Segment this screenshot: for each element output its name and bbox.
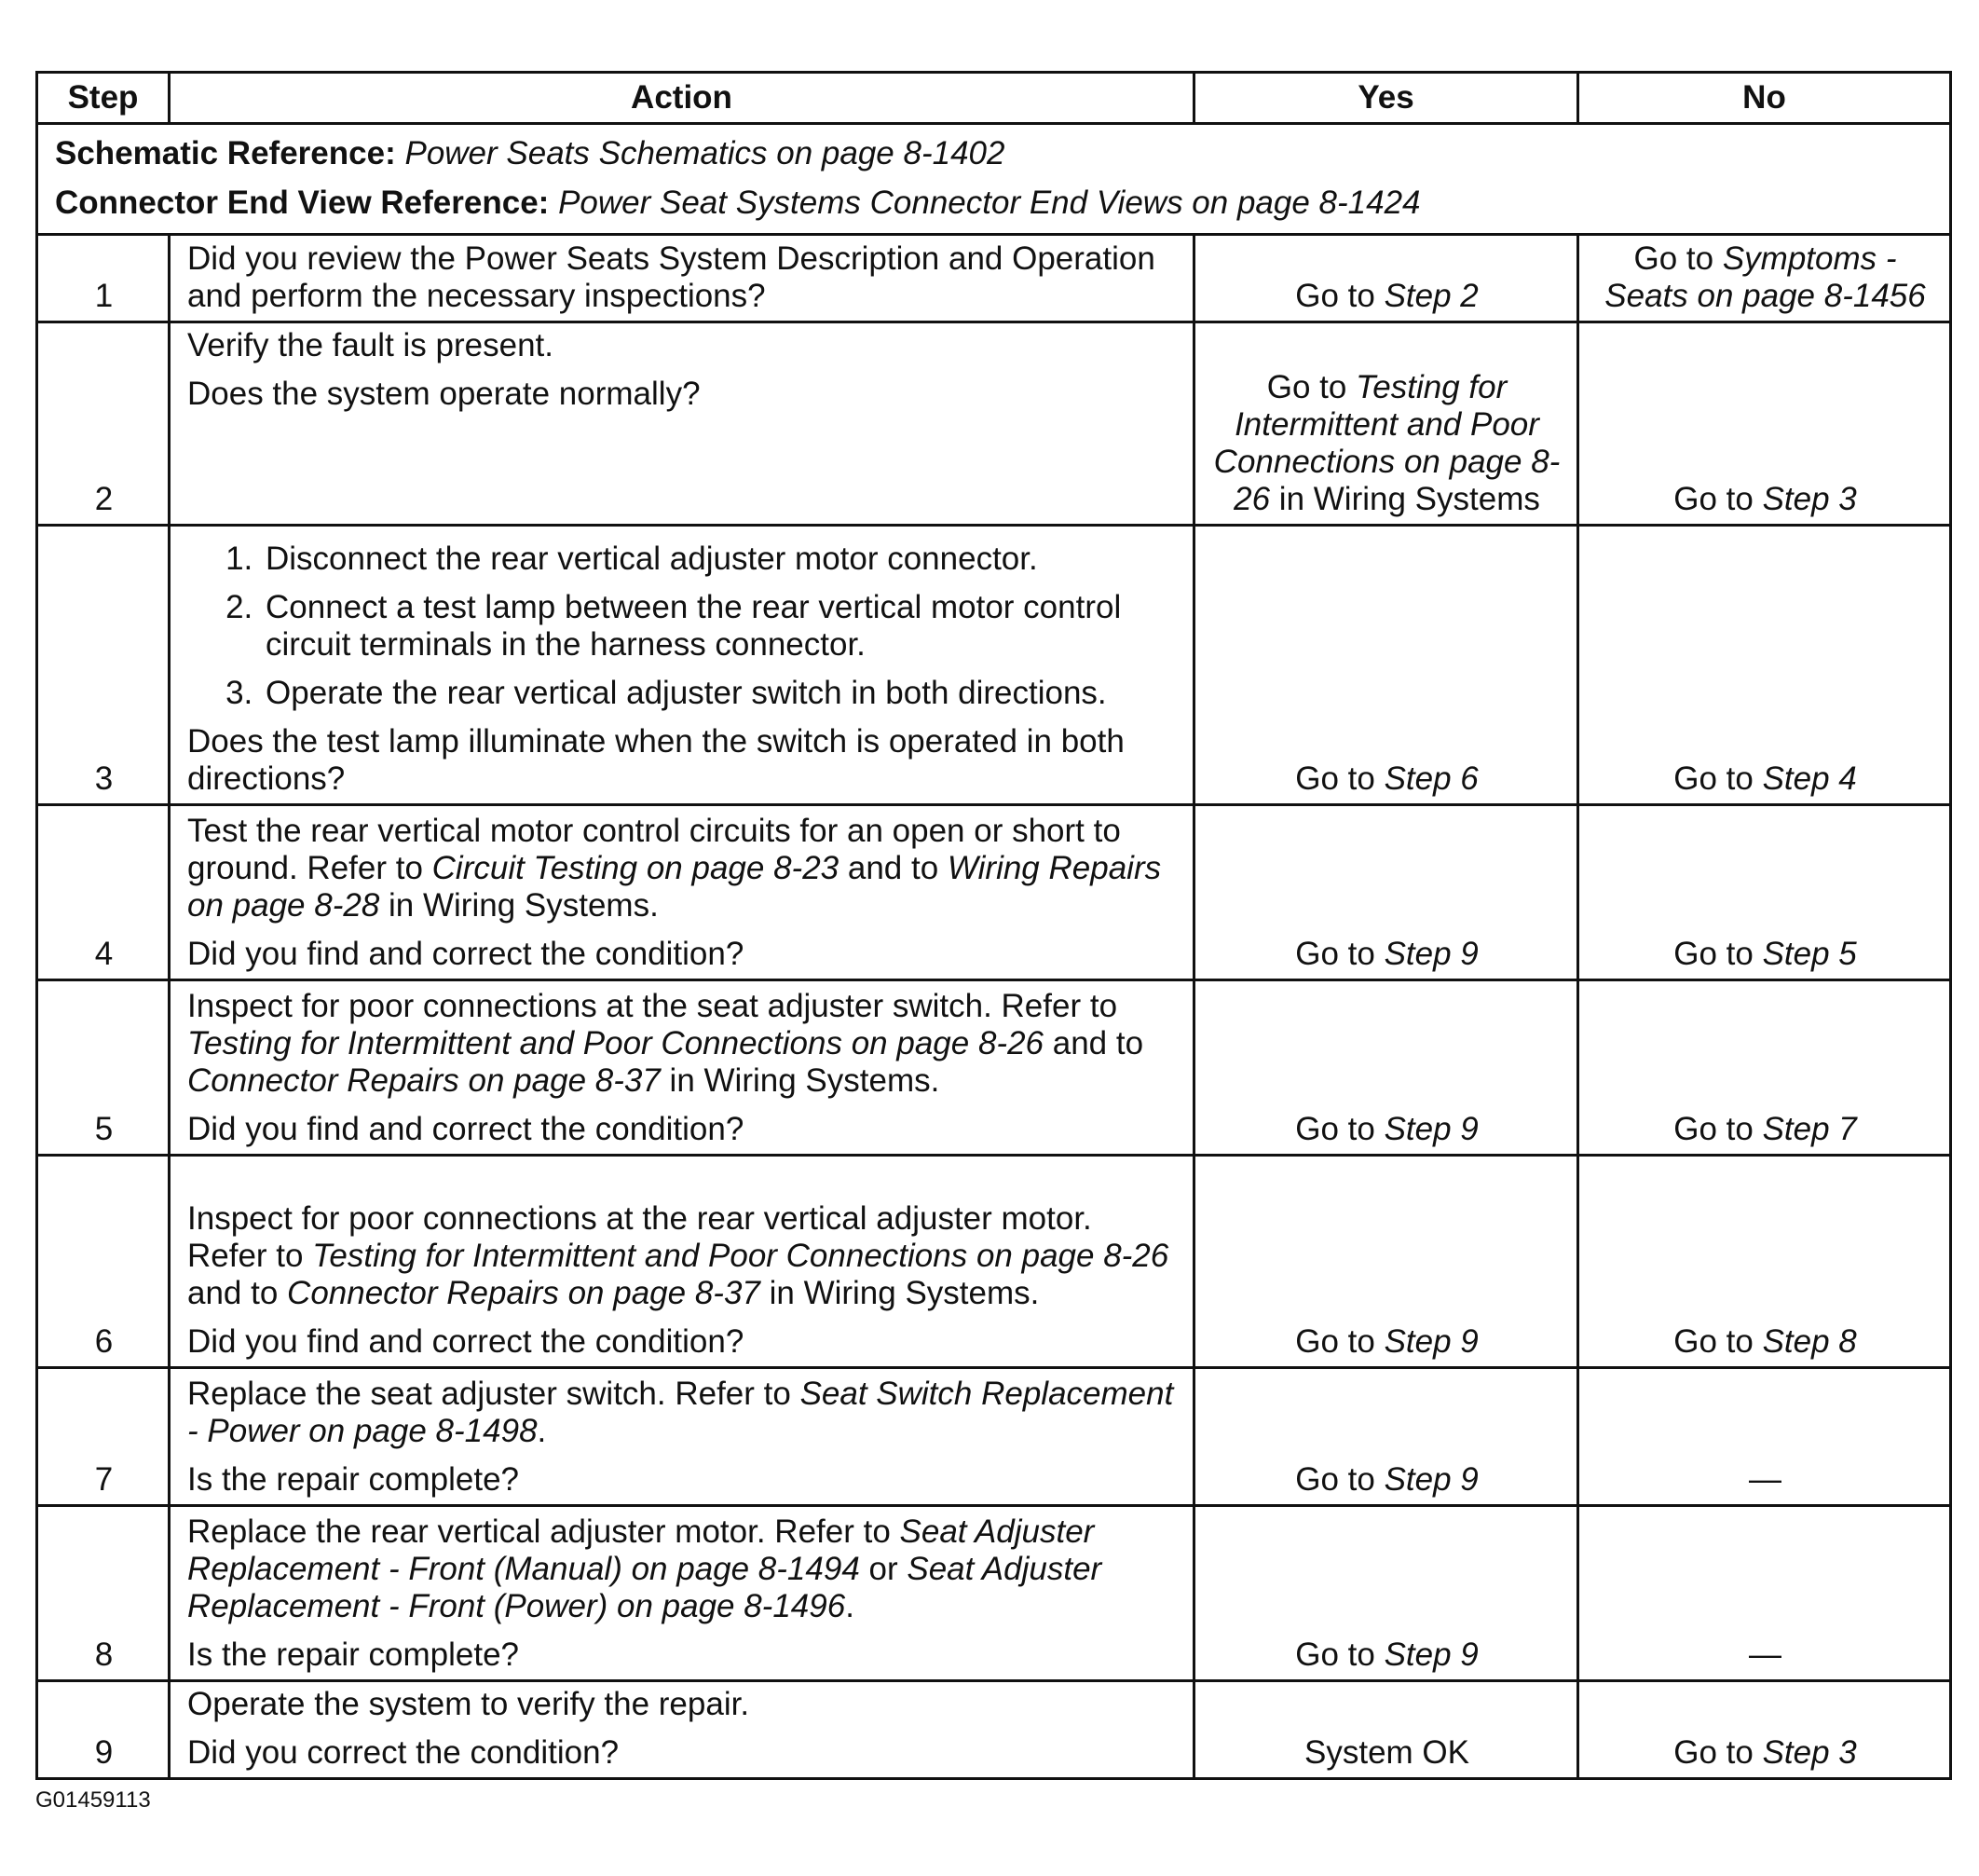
action-cell — [170, 1506, 1194, 1681]
header-step: Step — [37, 73, 170, 124]
action-link[interactable]: Connector Repairs on page 8-37 — [187, 1062, 661, 1099]
yes-text: Go to — [1266, 369, 1357, 405]
yes-cell — [1194, 1506, 1578, 1681]
schematic-reference-label: Schematic Reference: — [55, 135, 396, 171]
action-text — [187, 813, 1178, 924]
table-row — [37, 235, 1951, 322]
action-text: Operate the system to verify the repair. — [187, 1686, 750, 1722]
table-row — [37, 526, 1951, 805]
action-text-part: and to — [187, 1275, 288, 1311]
no-cell — [1578, 1156, 1951, 1368]
yes-text: Go to — [1295, 278, 1385, 314]
action-link[interactable]: Circuit Testing on page 8-23 — [431, 850, 839, 886]
yes-link[interactable]: Step 9 — [1384, 1461, 1479, 1498]
figure-id: G01459113 — [35, 1787, 151, 1813]
yes-link[interactable]: Step 9 — [1384, 1111, 1479, 1147]
no-cell — [1578, 526, 1951, 805]
header-yes: Yes — [1194, 73, 1578, 124]
action-list — [187, 541, 1178, 712]
no-text: Go to — [1673, 1111, 1763, 1147]
action-cell — [170, 322, 1194, 526]
action-question: Does the test lamp illuminate when the switch is operated in both directions? — [187, 723, 1125, 797]
action-link[interactable]: Testing for Intermittent and Poor Connections on page 8-26 — [187, 1025, 1044, 1061]
action-cell — [170, 526, 1194, 805]
action-text-part: Test the rear vertical motor control circuits for an open or short to ground. Refer to — [187, 813, 1121, 886]
step-number: 3 — [37, 526, 170, 805]
header-row — [37, 73, 1951, 124]
list-item: 3. Operate the rear vertical adjuster switch in both directions. — [262, 675, 1178, 712]
connector-reference — [55, 178, 1934, 227]
action-cell — [170, 1681, 1194, 1779]
table-row — [37, 1156, 1951, 1368]
step-number: 5 — [37, 980, 170, 1156]
action-cell — [170, 1368, 1194, 1506]
action-text: Did you review the Power Seats System Description and Operation and perform the necessary inspections? — [187, 240, 1155, 314]
yes-link[interactable]: Step 6 — [1384, 760, 1479, 797]
no-dash: — — [1749, 1461, 1781, 1498]
yes-text: Go to — [1295, 1461, 1385, 1498]
list-item: 2. Connect a test lamp between the rear vertical motor control circuit terminals in the harness connector. — [262, 589, 1178, 664]
no-text: Go to — [1673, 760, 1763, 797]
action-text-part: . — [537, 1413, 547, 1449]
action-cell — [170, 980, 1194, 1156]
schematic-reference-link[interactable]: Power Seats Schematics on page 8-1402 — [404, 135, 1005, 171]
no-cell — [1578, 805, 1951, 980]
yes-text: Go to — [1295, 1111, 1385, 1147]
no-cell — [1578, 235, 1951, 322]
no-cell — [1578, 980, 1951, 1156]
list-item: 1. Disconnect the rear vertical adjuster motor connector. — [262, 541, 1178, 578]
connector-reference-link[interactable]: Power Seat Systems Connector End Views on page 8-1424 — [558, 185, 1421, 221]
yes-cell — [1194, 1681, 1578, 1779]
no-cell — [1578, 1506, 1951, 1681]
yes-text: Go to — [1295, 1636, 1385, 1673]
action-text — [187, 988, 1178, 1100]
no-link[interactable]: Step 8 — [1762, 1323, 1857, 1360]
step-number: 2 — [37, 322, 170, 526]
action-text — [187, 1376, 1178, 1450]
action-question: Is the repair complete? — [187, 1461, 520, 1498]
no-link[interactable]: Step 3 — [1762, 481, 1857, 517]
no-text: Go to — [1673, 1734, 1763, 1771]
action-cell — [170, 1156, 1194, 1368]
reference-cell — [37, 124, 1951, 235]
table-row — [37, 322, 1951, 526]
no-cell — [1578, 322, 1951, 526]
action-text-part: or — [859, 1551, 908, 1587]
yes-cell — [1194, 1368, 1578, 1506]
step-number: 4 — [37, 805, 170, 980]
no-link[interactable]: Step 4 — [1762, 760, 1857, 797]
yes-cell — [1194, 235, 1578, 322]
yes-cell — [1194, 1156, 1578, 1368]
yes-text: Go to — [1295, 1323, 1385, 1360]
action-text — [187, 1200, 1178, 1312]
step-number: 8 — [37, 1506, 170, 1681]
action-question: Is the repair complete? — [187, 1636, 520, 1673]
yes-link[interactable]: Testing for Intermittent and Poor Connections on page 8-26 — [1213, 369, 1561, 517]
yes-text: Go to — [1295, 936, 1385, 972]
no-text: Go to — [1673, 481, 1763, 517]
action-link[interactable]: Seat Adjuster Replacement - Front (Power) on page 8-1496 — [187, 1551, 1102, 1624]
table-row — [37, 1368, 1951, 1506]
action-text-part: Replace the rear vertical adjuster motor. Refer to — [187, 1513, 900, 1550]
yes-link[interactable]: Step 2 — [1384, 278, 1479, 314]
no-link[interactable]: Step 7 — [1762, 1111, 1857, 1147]
table-row — [37, 1506, 1951, 1681]
yes-cell — [1194, 980, 1578, 1156]
no-cell — [1578, 1368, 1951, 1506]
action-link[interactable]: Seat Adjuster Replacement - Front (Manual) on page 8-1494 — [187, 1513, 1095, 1587]
table-row — [37, 805, 1951, 980]
action-link[interactable]: Testing for Intermittent and Poor Connections on page 8-26 — [312, 1238, 1169, 1274]
action-text-part: Replace the seat adjuster switch. Refer to — [187, 1376, 800, 1412]
action-text-part: Inspect for poor connections at the rear vertical adjuster motor. Refer to — [187, 1200, 1092, 1274]
header-no: No — [1578, 73, 1951, 124]
step-number: 7 — [37, 1368, 170, 1506]
yes-link[interactable]: Step 9 — [1384, 936, 1479, 972]
action-text-part: and to — [839, 850, 948, 886]
connector-reference-label: Connector End View Reference: — [55, 185, 550, 221]
action-link[interactable]: Seat Switch Replacement - Power on page 8-1498 — [187, 1376, 1174, 1449]
table-row — [37, 1681, 1951, 1779]
action-question: Did you find and correct the condition? — [187, 936, 744, 972]
action-text-part: . — [845, 1588, 854, 1624]
action-text-part: in Wiring Systems. — [660, 1062, 940, 1099]
action-text-part: in Wiring Systems. — [379, 887, 659, 924]
table-row — [37, 980, 1951, 1156]
action-cell — [170, 235, 1194, 322]
action-text — [187, 1513, 1178, 1625]
no-text: Go to — [1633, 240, 1723, 277]
no-link[interactable]: Symptoms - Seats on page 8-1456 — [1604, 240, 1926, 314]
action-text-part: in Wiring Systems. — [759, 1275, 1040, 1311]
yes-text-tail: in Wiring Systems — [1270, 481, 1540, 517]
no-text: Go to — [1673, 936, 1763, 972]
action-question: Did you find and correct the condition? — [187, 1111, 744, 1147]
yes-link[interactable]: Step 9 — [1384, 1636, 1479, 1673]
yes-text: Go to — [1295, 760, 1385, 797]
action-text-part: and to — [1044, 1025, 1144, 1061]
action-link[interactable]: Connector Repairs on page 8-37 — [287, 1275, 760, 1311]
schematic-reference — [55, 129, 1934, 178]
no-link[interactable]: Step 3 — [1762, 1734, 1857, 1771]
action-link[interactable]: Wiring Repairs on page 8-28 — [187, 850, 1162, 924]
no-link[interactable]: Step 5 — [1762, 936, 1857, 972]
yes-link[interactable]: Step 9 — [1384, 1323, 1479, 1360]
yes-cell — [1194, 322, 1578, 526]
header-action: Action — [170, 73, 1194, 124]
action-question: Did you find and correct the condition? — [187, 1323, 744, 1360]
yes-cell — [1194, 805, 1578, 980]
yes-text: System OK — [1304, 1734, 1469, 1771]
step-number: 1 — [37, 235, 170, 322]
reference-row — [37, 124, 1951, 235]
step-number: 6 — [37, 1156, 170, 1368]
action-cell — [170, 805, 1194, 980]
diagnostic-table — [35, 71, 1952, 1780]
action-question: Did you correct the condition? — [187, 1734, 620, 1771]
action-text: Verify the fault is present. — [187, 327, 553, 363]
no-cell — [1578, 1681, 1951, 1779]
yes-cell — [1194, 526, 1578, 805]
no-dash: — — [1749, 1636, 1781, 1673]
no-text: Go to — [1673, 1323, 1763, 1360]
action-text-part: Inspect for poor connections at the seat adjuster switch. Refer to — [187, 988, 1118, 1024]
action-question: Does the system operate normally? — [187, 376, 701, 412]
step-number: 9 — [37, 1681, 170, 1779]
